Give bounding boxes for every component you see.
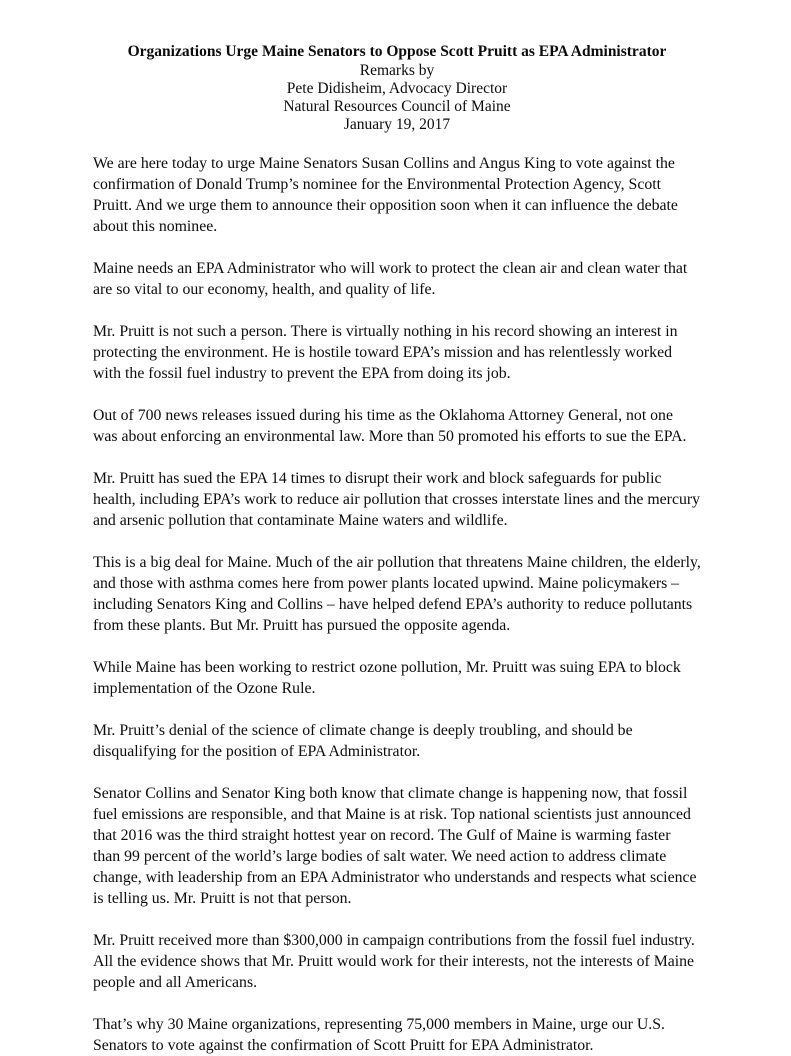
subtitle-organization: Natural Resources Council of Maine	[283, 98, 511, 115]
paragraph: Senator Collins and Senator King both know that climate change is happening now, that fossil fuel emissions are responsible, and that Maine is at risk. Top national scientists just announced that 2016 was the third straight hottest year on record. The Gulf of Maine is warming faster than 99 percent of the world’s large bodies of salt water. We need action to address climate change, with leadership from an EPA Administrator who understands and respects what science is telling us. Mr. Pruitt is not that person.	[93, 785, 697, 907]
paragraph: Mr. Pruitt received more than $300,000 in campaign contributions from the fossil fuel industry. All the evidence shows that Mr. Pruitt would work for their interests, not the interests of Maine people and all Americans.	[93, 932, 695, 991]
document-body	[93, 153, 701, 1056]
document-title: Organizations Urge Maine Senators to Oppose Scott Pruitt as EPA Administrator	[127, 43, 667, 60]
paragraph: We are here today to urge Maine Senators Susan Collins and Angus King to vote against the confirmation of Donald Trump’s nominee for the Environmental Protection Agency, Scott Pruitt. And we urge them to announce their opposition soon when it can influence the debate about this nominee.	[93, 155, 678, 235]
paragraph: Mr. Pruitt’s denial of the science of climate change is deeply troubling, and should be disqualifying for the position of EPA Administrator.	[93, 722, 633, 760]
subtitle-author: Pete Didisheim, Advocacy Director	[286, 80, 508, 97]
paragraph: While Maine has been working to restrict ozone pollution, Mr. Pruitt was suing EPA to block implementation of the Ozone Rule.	[93, 659, 681, 697]
paragraph: This is a big deal for Maine. Much of the air pollution that threatens Maine children, the elderly, and those with asthma comes here from power plants located upwind. Maine policymakers – including Senators King and Collins – have helped defend EPA’s authority to reduce pollutants from these plants. But Mr. Pruitt has pursued the opposite agenda.	[93, 554, 701, 634]
subtitle-date: January 19, 2017	[343, 116, 451, 133]
paragraph: Mr. Pruitt has sued the EPA 14 times to disrupt their work and block safeguards for public health, including EPA’s work to reduce air pollution that crosses interstate lines and the mercury and arsenic pollution that contaminate Maine waters and wildlife.	[93, 470, 701, 529]
paragraph: Mr. Pruitt is not such a person. There is virtually nothing in his record showing an interest in protecting the environment. He is hostile toward EPA’s mission and has relentlessly worked with the fossil fuel industry to prevent the EPA from doing its job.	[93, 323, 678, 382]
paragraph: That’s why 30 Maine organizations, representing 75,000 members in Maine, urge our U.S. Senators to vote against the confirmation of Scott Pruitt for EPA Administrator.	[93, 1016, 665, 1054]
subtitle-remarks-by: Remarks by	[359, 62, 435, 79]
paragraph: Maine needs an EPA Administrator who will work to protect the clean air and clean water that are so vital to our economy, health, and quality of life.	[93, 260, 688, 298]
document-header	[93, 42, 701, 134]
paragraph: Out of 700 news releases issued during his time as the Oklahoma Attorney General, not one was about enforcing an environmental law. More than 50 promoted his efforts to sue the EPA.	[93, 407, 687, 445]
